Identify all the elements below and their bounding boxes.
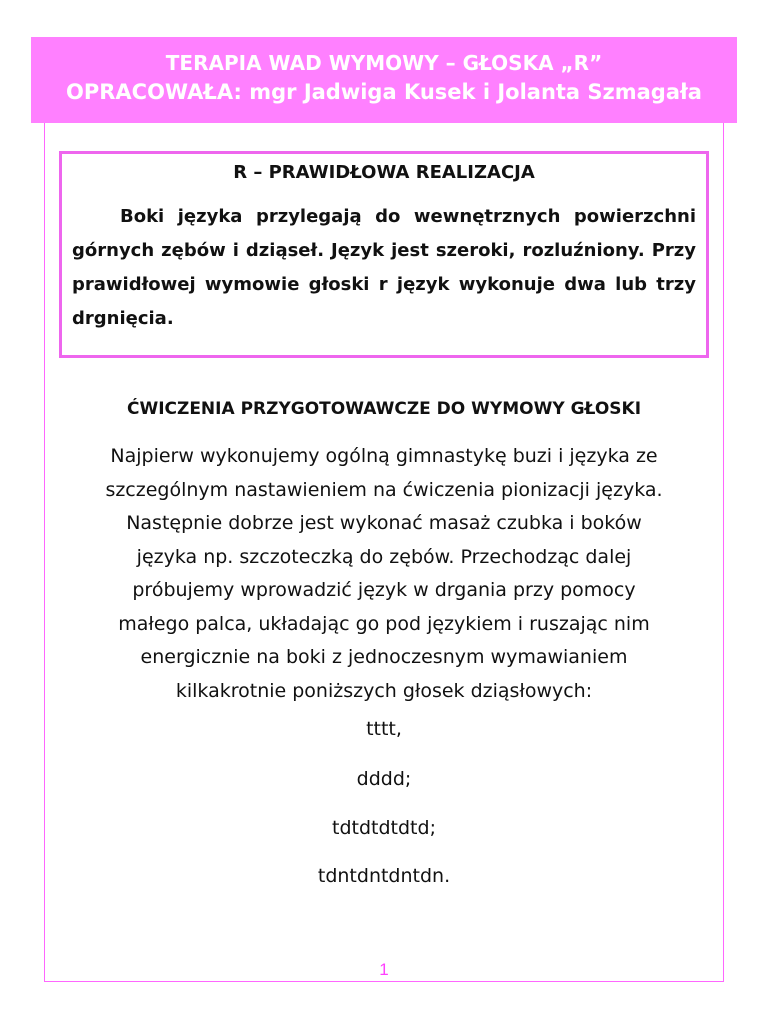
exercises-line: kilkakrotnie poniższych głosek dziąsłowych:	[175, 679, 593, 702]
exercises-line: energicznie na boki z jednoczesnym wymawianiem	[140, 646, 628, 668]
exercises-heading: ĆWICZENIA PRZYGOTOWAWCZE DO WYMOWY GŁOSKI	[126, 399, 642, 419]
exercises-line: próbujemy wprowadzić język w drgania przy pomocy	[132, 579, 636, 601]
document-title: TERAPIA WAD WYMOWY – GŁOSKA „R”	[165, 51, 603, 75]
correct-realization-box	[59, 151, 709, 358]
exercises-line: języka np. szczoteczką do zębów. Przechodząc dalej	[136, 545, 632, 568]
exercises-description	[60, 440, 708, 708]
page-number: 1	[379, 960, 389, 979]
exercises-line: Najpierw wykonujemy ogólną gimnastykę buzi i języka ze	[110, 445, 658, 467]
document-authors: OPRACOWAŁA: mgr Jadwiga Kusek i Jolanta Szmagała	[66, 80, 702, 104]
syllable-sequence-tdn: tdntdntdntdn.	[317, 865, 451, 887]
exercises-line: szczególnym nastawieniem na ćwiczenia pionizacji języka.	[105, 478, 663, 501]
syllable-sequence-t: tttt,	[366, 718, 402, 740]
exercises-line: małego palca, układając go pod językiem i ruszając nim	[118, 612, 650, 635]
syllable-sequence-td: tdtdtdtdtd;	[332, 817, 436, 839]
syllable-sequence-d: dddd;	[356, 768, 412, 790]
header-banner	[31, 37, 737, 123]
exercises-line: Następnie dobrze jest wykonać masaż czubka i boków	[126, 512, 642, 534]
correct-realization-text: Boki języka przylegają do wewnętrznych powierzchni górnych zębów i dziąseł. Język jest szeroki, rozluźniony. Przy prawidłowej wymowie głoski r język wykonuje dwa lub trzy drgnięcia.	[72, 206, 696, 329]
correct-realization-title: R – PRAWIDŁOWA REALIZACJA	[233, 162, 535, 183]
